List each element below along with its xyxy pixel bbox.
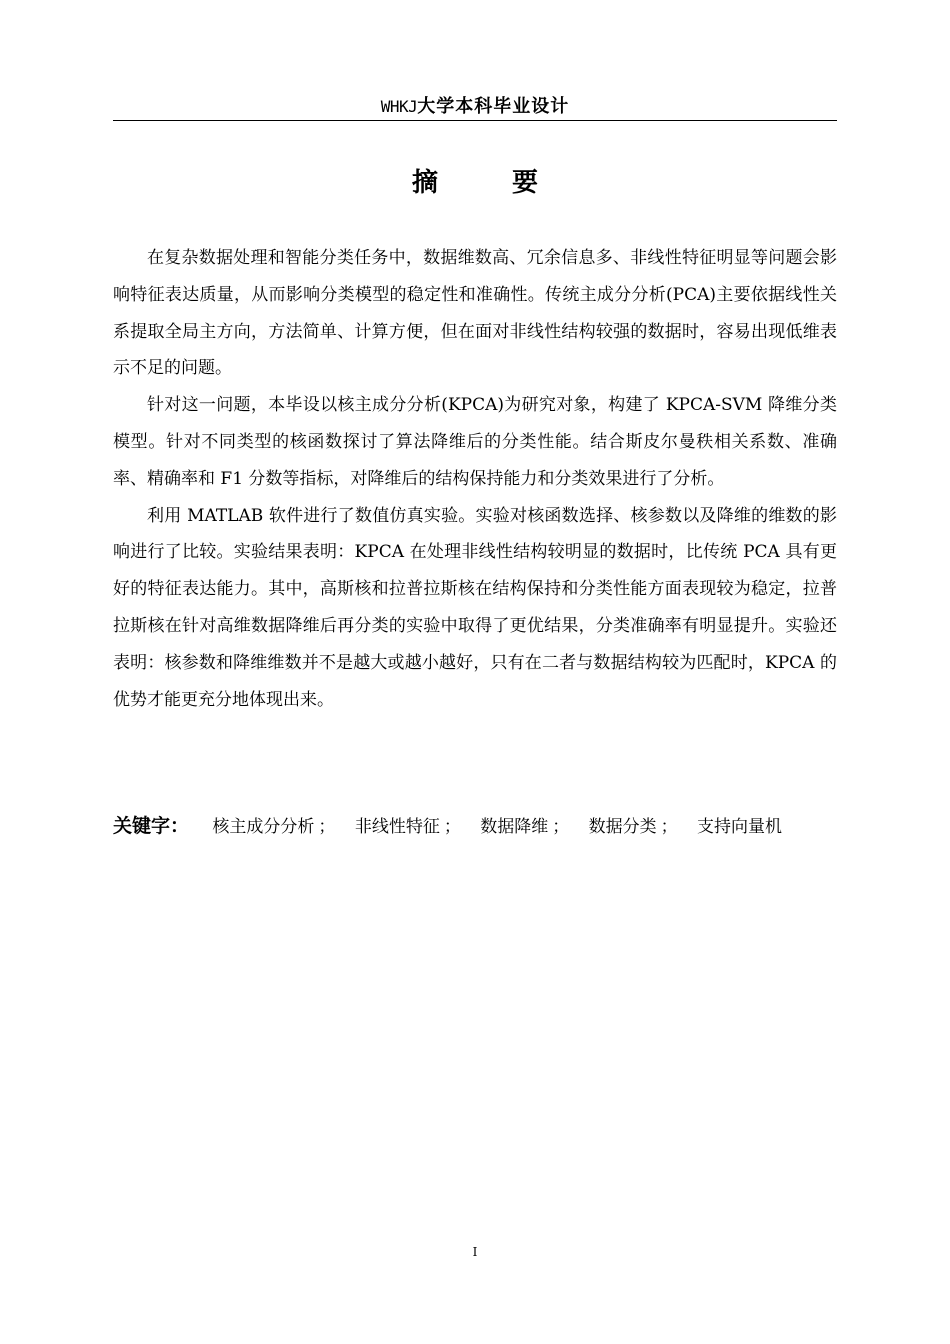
abstract-body [113,240,837,718]
keyword-separator: ； [443,817,461,837]
keywords-line [113,808,837,845]
header-school-code: WHKJ [380,97,418,116]
abstract-title: 摘 要 [411,168,562,198]
keyword-separator: ； [318,817,336,837]
keyword-separator: ； [660,817,678,837]
keyword-item: 支持向量机 [697,817,783,837]
keyword-separator: ； [552,817,570,837]
abstract-paragraph-2: 针对这一问题，本毕设以核主成分分析(KPCA)为研究对象，构建了 KPCA-SVM 降维分类模型。针对不同类型的核函数探讨了算法降维后的分类性能。结合斯皮尔曼秩相关系数、准确率、精确率和 F1 分数等指标，对降维后的结构保持能力和分类效果进行了分析。 [113,395,837,489]
page-header [113,94,837,121]
page-number: I [472,1245,478,1259]
keyword-item: 核主成分分析 [212,817,315,837]
keywords-label: 关键字： [113,815,190,837]
keyword-item: 非线性特征 [354,817,440,837]
abstract-paragraph-1: 在复杂数据处理和智能分类任务中，数据维数高、冗余信息多、非线性特征明显等问题会影响特征表达质量，从而影响分类模型的稳定性和准确性。传统主成分分析(PCA)主要依据线性关系提取全局主方向，方法简单、计算方便，但在面对非线性结构较强的数据时，容易出现低维表示不足的问题。 [113,248,837,379]
header-thesis-type: 大学本科毕业设计 [417,96,570,117]
keyword-item: 数据分类 [588,817,657,837]
abstract-paragraph-3: 利用 MATLAB 软件进行了数值仿真实验。实验对核函数选择、核参数以及降维的维数的影响进行了比较。实验结果表明：KPCA 在处理非线性结构较明显的数据时，比传统 PCA 具有更好的特征表达能力。其中，高斯核和拉普拉斯核在结构保持和分类性能方面表现较为稳定，拉普拉斯核在针对高维数据降维后再分类的实验中取得了更优结果，分类准确率有明显提升。实验还表明：核参数和降维维数并不是越大或越小越好，只有在二者与数据结构较为匹配时，KPCA 的优势才能更充分地体现出来。 [113,505,837,710]
keyword-item: 数据降维 [480,817,549,837]
